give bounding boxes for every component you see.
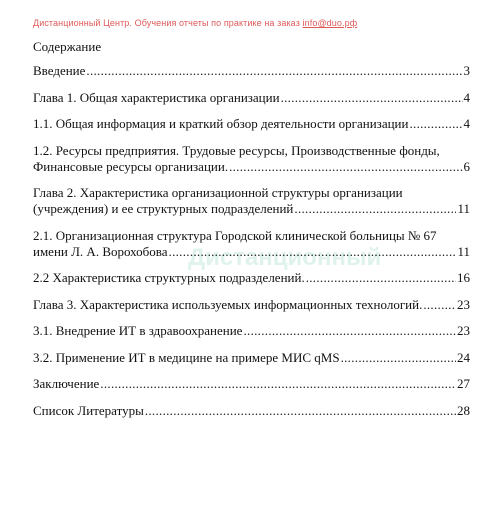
toc-page-number: 28 — [457, 402, 470, 418]
toc-page-number: 23 — [457, 296, 470, 312]
toc-entry-text: имени Л. А. Ворохобова — [33, 243, 168, 259]
toc-entry-section-1-2[interactable] — [33, 143, 470, 175]
toc-page-number: 16 — [457, 270, 470, 285]
dot-leader — [243, 323, 456, 339]
toc-entry-text: (учреждения) и ее структурных подразделений — [33, 201, 294, 216]
dot-leader — [341, 350, 456, 366]
toc-entry-references[interactable] — [33, 403, 470, 419]
header-email-link[interactable]: info@duo.рф — [302, 18, 358, 28]
toc-page-number: 11 — [457, 243, 470, 259]
dot-leader — [306, 270, 456, 286]
toc-entry-section-3-1[interactable] — [33, 323, 470, 339]
toc-page-number: 24 — [457, 349, 470, 365]
header-advert-text: Дистанционный Центр. Обучения отчеты по практике на заказ — [33, 18, 300, 28]
toc-page-number: 23 — [457, 323, 470, 338]
watermark-logo: Дистанционный — [188, 244, 382, 271]
dot-leader — [294, 201, 456, 217]
dot-leader — [281, 90, 463, 106]
toc-entry-conclusion[interactable] — [33, 376, 470, 392]
toc-entry-text: Глава 1. Общая характеристика организации — [33, 89, 280, 105]
toc-entry-section-2-1[interactable] — [33, 228, 470, 260]
toc-title: Содержание — [33, 39, 102, 54]
dot-leader — [169, 244, 457, 260]
toc-page-number: 4 — [463, 116, 470, 131]
toc-entry-first-line: 1.2. Ресурсы предприятия. Трудовые ресурсы, Производственные фонды, — [33, 142, 440, 158]
toc-entry-text: Глава 3. Характеристика используемых информационных технологий. — [33, 296, 423, 312]
header-advert-note — [33, 18, 357, 28]
toc-entry-text: 3.1. Внедрение ИТ в здравоохранение — [33, 323, 243, 338]
toc-entry-text: Финансовые ресурсы организации. — [33, 158, 229, 174]
toc-page-number: 27 — [457, 376, 470, 391]
table-of-contents — [33, 63, 470, 429]
toc-entry-section-1-1[interactable] — [33, 116, 470, 132]
dot-leader — [229, 159, 462, 175]
dot-leader — [409, 116, 462, 132]
toc-entry-first-line: 2.1. Организационная структура Городской клинической больницы № 67 — [33, 227, 437, 243]
toc-entry-text: 3.2. Применение ИТ в медицине на примере МИС qMS — [33, 349, 340, 365]
toc-entry-section-3-2[interactable] — [33, 350, 470, 366]
toc-entry-text: 2.2 Характеристика структурных подразделений. — [33, 270, 305, 285]
toc-entry-chapter-2[interactable] — [33, 185, 470, 217]
toc-page-number: 6 — [463, 158, 470, 174]
toc-entry-chapter-3[interactable] — [33, 297, 470, 313]
dot-leader — [145, 403, 456, 419]
toc-entry-text: Заключение — [33, 376, 100, 391]
toc-entry-section-2-2[interactable] — [33, 270, 470, 286]
dot-leader — [100, 376, 456, 392]
toc-entry-text: Список Литературы — [33, 402, 144, 418]
toc-entry-chapter-1[interactable] — [33, 90, 470, 106]
dot-leader — [423, 297, 456, 313]
toc-page-number: 3 — [463, 63, 470, 78]
toc-entry-introduction[interactable] — [33, 63, 470, 79]
dot-leader — [86, 63, 462, 79]
toc-entry-text: Введение — [33, 63, 86, 78]
toc-page-number: 4 — [463, 89, 470, 105]
toc-entry-first-line: Глава 2. Характеристика организационной структуры организации — [33, 185, 403, 200]
toc-entry-text: 1.1. Общая информация и краткий обзор деятельности организации — [33, 116, 409, 131]
toc-page-number: 11 — [457, 201, 470, 216]
